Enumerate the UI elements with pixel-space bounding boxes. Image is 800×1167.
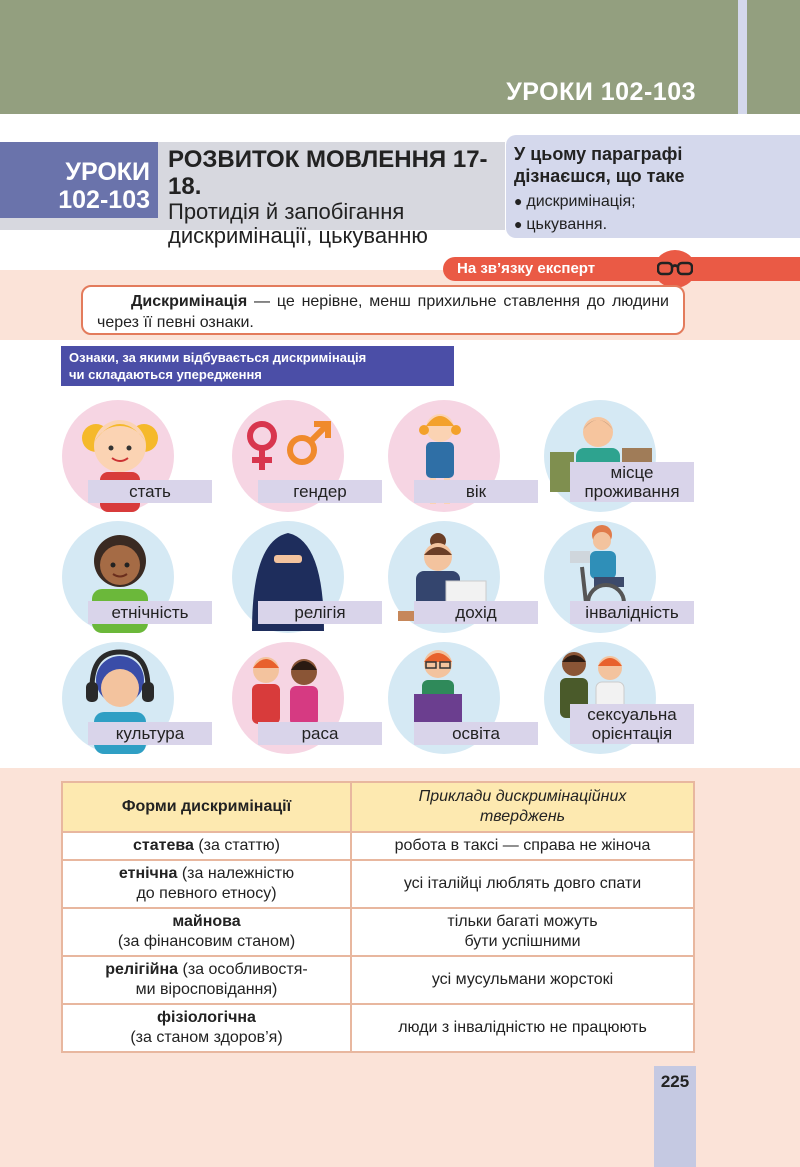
goals-question-1: У цьому параграфі — [514, 144, 683, 164]
form-name: етнічна — [118, 865, 178, 882]
form-name: майнова — [172, 913, 241, 930]
table-cell-example — [351, 908, 694, 956]
discrimination-forms-table — [61, 781, 695, 1053]
signs-title-line2: чи складаються упередження — [69, 367, 262, 382]
table-row — [62, 860, 694, 908]
sign-tile-ethnicity — [62, 521, 222, 641]
table-cell-form — [62, 1004, 351, 1052]
sign-tile-gender — [232, 400, 392, 520]
table-cell-example: усі італійці люблять довго спати — [351, 860, 694, 908]
lesson-badge-line2: 102-103 — [58, 186, 150, 214]
top-band-right — [747, 0, 800, 114]
sign-label: вік — [414, 480, 538, 503]
definition-text: — це нерівне, менш прихильне ставлення до людини через її певні ознаки. — [97, 293, 669, 331]
lesson-title — [168, 146, 508, 248]
form-detail-2: (за станом здоров’я) — [130, 1029, 283, 1046]
signs-title — [61, 346, 454, 386]
sign-tile-sex — [62, 400, 222, 520]
sign-tile-culture — [62, 642, 222, 762]
running-header-title: УРОКИ 102-103 — [506, 78, 696, 106]
table-header-forms: Форми дискримінації — [62, 782, 351, 832]
definition-box — [81, 285, 685, 335]
lesson-title-sub-1: Протидія й запобігання — [168, 199, 405, 224]
lesson-title-sub-2: дискримінації, цькуванню — [168, 223, 428, 248]
sign-label: освіта — [414, 722, 538, 745]
table-header-examples-line2: тверджень — [479, 808, 566, 825]
signs-title-line1: Ознаки, за якими відбувається дискримінація — [69, 350, 367, 365]
expert-banner: На зв’язку експерт — [443, 257, 800, 281]
form-detail-2: (за фінансовим станом) — [117, 933, 296, 950]
table-cell-example: люди з інвалідністю не працюють — [351, 1004, 694, 1052]
sign-label: інвалідність — [570, 601, 694, 624]
sign-label: дохід — [414, 601, 538, 624]
top-band-gap — [738, 0, 747, 114]
table-cell-form — [62, 908, 351, 956]
goals-question-2: дізнаєшся, що таке — [514, 166, 685, 186]
lesson-title-main: РОЗВИТОК МОВЛЕННЯ 17-18. — [168, 146, 488, 200]
goals-item: ● дискримінація; — [514, 190, 800, 213]
table-row — [62, 956, 694, 1004]
table-row — [62, 832, 694, 860]
goals-list — [514, 190, 800, 236]
sign-label-line2: проживання — [584, 482, 680, 501]
form-detail-2: ми віросповідання) — [135, 981, 278, 998]
form-detail: (за належністю — [177, 865, 295, 882]
sign-label: релігія — [258, 601, 382, 624]
sign-label — [570, 704, 694, 744]
table-cell-form — [62, 956, 351, 1004]
paragraph-goals-box — [506, 135, 800, 238]
form-name: релігійна — [105, 961, 179, 978]
table-cell-example: усі мусульмани жорстокі — [351, 956, 694, 1004]
example-line1: тільки багаті можуть — [447, 913, 598, 930]
form-detail-2: до певного етносу) — [136, 885, 277, 902]
sign-tile-religion — [232, 521, 392, 641]
table-header-examples-line1: Приклади дискримінаційних — [418, 788, 627, 805]
table-cell-example: робота в таксі — справа не жіноча — [351, 832, 694, 860]
sign-label: раса — [258, 722, 382, 745]
table-cell-form — [62, 832, 351, 860]
table-header-examples — [351, 782, 694, 832]
goals-item: ● цькування. — [514, 213, 800, 236]
sign-label-line1: місце — [610, 463, 654, 482]
table-row — [62, 908, 694, 956]
table-cell-form — [62, 860, 351, 908]
table-row — [62, 1004, 694, 1052]
sign-label: культура — [88, 722, 212, 745]
sign-tile-orientation — [544, 642, 704, 762]
glasses-icon — [654, 250, 696, 288]
page-number: 225 — [660, 1072, 690, 1091]
form-name: статева — [132, 837, 194, 854]
sign-tile-residence — [544, 400, 704, 520]
example-line2: бути успішними — [464, 933, 581, 950]
form-detail: (за статтю) — [193, 837, 281, 854]
sign-label-line2: орієнтація — [591, 724, 673, 743]
sign-tile-education — [388, 642, 548, 762]
table-header-row — [62, 782, 694, 832]
lesson-badge-line1: УРОКИ — [65, 158, 150, 186]
sign-tile-race — [232, 642, 392, 762]
lesson-badge — [0, 142, 158, 218]
form-detail: (за особливостя- — [178, 961, 308, 978]
sign-label-line1: сексуальна — [587, 705, 677, 724]
sign-tile-disability — [544, 521, 704, 641]
sign-label: стать — [88, 480, 212, 503]
sign-label: гендер — [258, 480, 382, 503]
sign-label — [570, 462, 694, 502]
form-name: фізіологічна — [157, 1009, 256, 1026]
sign-label: етнічність — [88, 601, 212, 624]
sign-tile-income — [388, 521, 548, 641]
sign-tile-age — [388, 400, 548, 520]
definition-term: Дискримінація — [131, 293, 248, 310]
